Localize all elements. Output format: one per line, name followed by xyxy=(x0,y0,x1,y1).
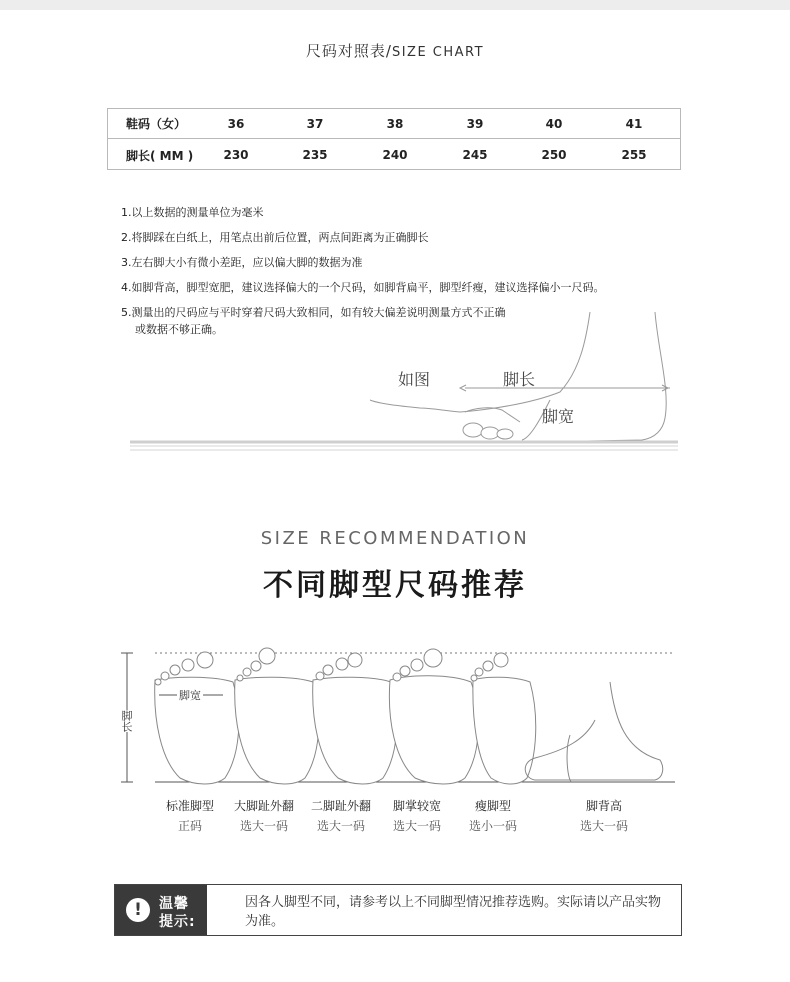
note-item: 4.如脚背高，脚型宽肥，建议选择偏大的一个尺码，如脚背扁平，脚型纤瘦，建议选择偏小一尺码。 xyxy=(121,281,605,294)
width-label: 脚宽 xyxy=(179,689,201,702)
table-cell: 38 xyxy=(386,116,404,131)
tip-label-line2: 提示: xyxy=(159,914,196,930)
table-cell: 40 xyxy=(545,116,563,131)
foot-type-high-instep xyxy=(564,796,644,836)
tip-box xyxy=(114,884,682,936)
label-as-shown: 如图 xyxy=(398,370,431,389)
foot-type-name: 标准脚型 xyxy=(165,799,214,813)
size-chart-title xyxy=(0,40,790,61)
table-cell: 41 xyxy=(625,116,643,131)
title-en: SIZE CHART xyxy=(391,45,485,60)
note-continuation: 或数据不够正确。 xyxy=(135,323,223,336)
foot-type-wide xyxy=(377,796,457,836)
recommendation-title-zh: 不同脚型尺码推荐 xyxy=(263,568,527,603)
size-row-foot-length xyxy=(108,140,680,170)
foot-type-name: 脚掌较宽 xyxy=(392,799,441,813)
recommendation-title-en: SIZE RECOMMENDATION xyxy=(260,528,530,549)
note-item: 5.测量出的尺码应与平时穿着尺码大致相同，如有较大偏差说明测量方式不正确 xyxy=(121,306,506,319)
size-table xyxy=(107,108,681,170)
length-label: 脚长 xyxy=(120,710,133,732)
note-item: 1.以上数据的测量单位为毫米 xyxy=(121,206,264,219)
size-row-shoe-size xyxy=(108,109,680,139)
note-item: 2.将脚踩在白纸上，用笔点出前后位置，两点间距离为正确脚长 xyxy=(121,231,429,244)
foot-type-bunion xyxy=(224,796,304,836)
foot-type-illustrations xyxy=(115,640,685,790)
label-foot-width: 脚宽 xyxy=(542,407,575,426)
table-cell: 255 xyxy=(621,148,647,162)
table-cell: 250 xyxy=(541,148,567,162)
foot-type-standard xyxy=(150,796,230,836)
table-cell: 230 xyxy=(223,148,249,162)
tip-label-line1: 温馨 xyxy=(159,896,189,912)
top-band xyxy=(0,0,790,10)
foot-type-recommendation: 选大一码 xyxy=(392,819,441,833)
foot-type-recommendation: 选大一码 xyxy=(316,819,365,833)
foot-type-second-toe xyxy=(301,796,381,836)
exclamation-icon: ! xyxy=(126,898,150,922)
row-header: 鞋码（女） xyxy=(126,117,187,131)
label-foot-length: 脚长 xyxy=(503,370,536,389)
foot-measurement-diagram xyxy=(130,300,690,470)
foot-type-name: 二脚趾外翻 xyxy=(310,799,371,813)
foot-type-name: 瘦脚型 xyxy=(474,799,511,813)
foot-type-recommendation: 选小一码 xyxy=(468,819,517,833)
table-cell: 36 xyxy=(227,116,245,131)
tip-label xyxy=(115,885,207,935)
foot-type-recommendation: 正码 xyxy=(177,819,202,833)
table-cell: 235 xyxy=(302,148,328,162)
foot-type-name: 脚背高 xyxy=(585,799,622,813)
table-cell: 37 xyxy=(306,116,324,131)
row-header: 脚长( MM ) xyxy=(126,148,194,163)
foot-type-name: 大脚趾外翻 xyxy=(233,799,294,813)
table-cell: 39 xyxy=(466,116,484,131)
foot-type-slim xyxy=(453,796,533,836)
note-item: 3.左右脚大小有微小差距，应以偏大脚的数据为准 xyxy=(121,256,363,269)
foot-outlines-illustration xyxy=(115,640,685,790)
title-separator: / xyxy=(385,42,392,60)
table-cell: 245 xyxy=(462,148,488,162)
foot-type-recommendation: 选大一码 xyxy=(579,819,628,833)
tip-text: 因各人脚型不同，请参考以上不同脚型情况推荐选购。实际请以产品实物为准。 xyxy=(245,895,662,929)
table-cell: 240 xyxy=(382,148,408,162)
foot-type-recommendation: 选大一码 xyxy=(239,819,288,833)
title-zh: 尺码对照表 xyxy=(305,42,386,60)
